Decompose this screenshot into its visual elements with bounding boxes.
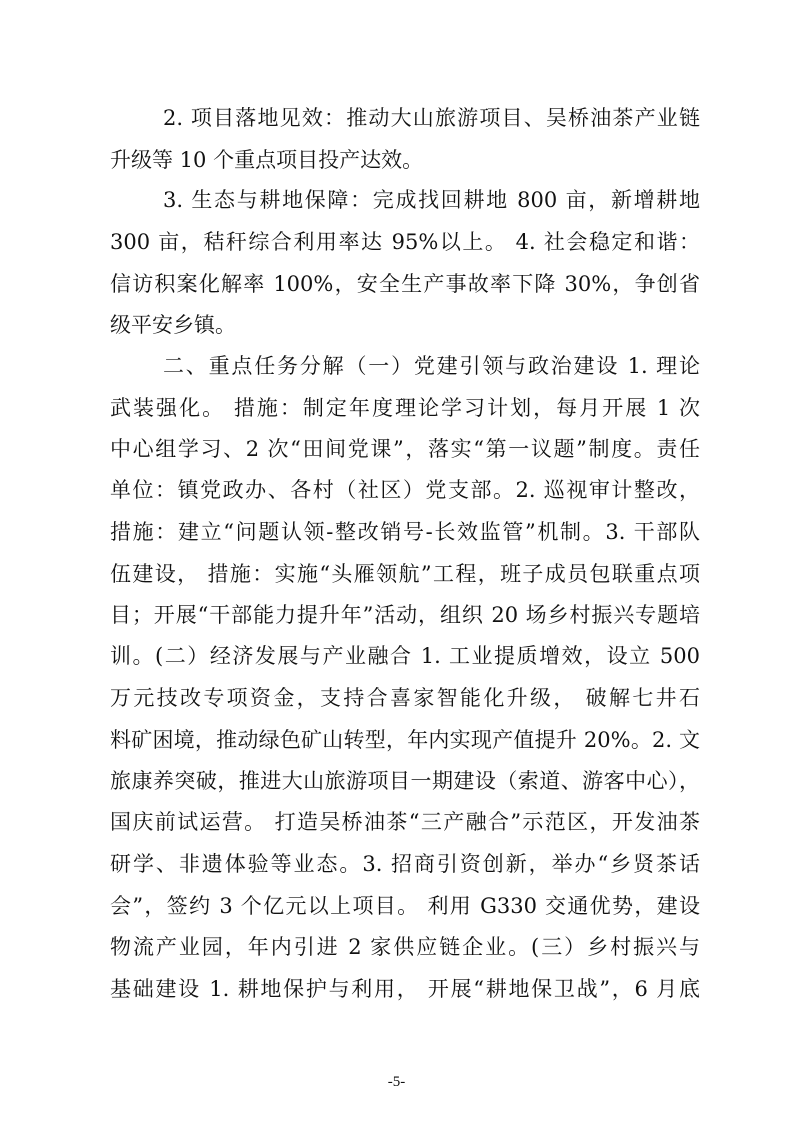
text-line: 万元技改专项资金，支持合喜家智能化升级， 破解七井石 bbox=[110, 686, 700, 710]
text-line: 训。(二）经济发展与产业融合 1. 工业提质增效，设立 500 bbox=[110, 644, 700, 668]
text-line: 措施：建立“问题认领-整改销号-长效监管”机制。3. 干部队 bbox=[110, 520, 700, 544]
text-line: 升级等 10 个重点项目投产达效。 bbox=[110, 148, 424, 172]
text-line: 中心组学习、2 次“田间党课”，落实“第一议题”制度。责任 bbox=[110, 437, 700, 461]
text-line: 国庆前试运营。 打造吴桥油茶“三产融合”示范区，开发油茶 bbox=[110, 810, 700, 834]
text-line: 3. 生态与耕地保障：完成找回耕地 800 亩，新增耕地 bbox=[163, 188, 700, 212]
text-line: 信访积案化解率 100%，安全生产事故率下降 30%，争创省 bbox=[110, 272, 700, 296]
text-line: 二、重点任务分解（一）党建引领与政治建设 1. 理论 bbox=[163, 354, 700, 378]
text-line: 单位：镇党政办、各村（社区）党支部。2. 巡视审计整改， bbox=[110, 478, 700, 502]
text-line: 级平安乡镇。 bbox=[110, 313, 236, 337]
text-line: 研学、非遗体验等业态。3. 招商引资创新，举办“乡贤茶话 bbox=[110, 852, 700, 876]
text-line: 会”，签约 3 个亿元以上项目。 利用 G330 交通优势，建设 bbox=[110, 894, 700, 918]
text-line: 目；开展“干部能力提升年”活动，组织 20 场乡村振兴专题培 bbox=[110, 603, 700, 627]
text-line: 料矿困境，推动绿色矿山转型，年内实现产值提升 20%。2. 文 bbox=[110, 728, 700, 752]
text-line: 物流产业园，年内引进 2 家供应链企业。(三）乡村振兴与 bbox=[110, 935, 700, 959]
text-line: 2. 项目落地见效：推动大山旅游项目、吴桥油茶产业链 bbox=[163, 106, 700, 130]
text-line: 基础建设 1. 耕地保护与利用， 开展“耕地保卫战”，6 月底 bbox=[110, 977, 700, 1001]
text-line: 旅康养突破，推进大山旅游项目一期建设（索道、游客中心）， bbox=[110, 769, 700, 793]
text-line: 300 亩，秸秆综合利用率达 95%以上。 4. 社会稳定和谐： bbox=[110, 230, 700, 254]
text-line: 武装强化。 措施：制定年度理论学习计划，每月开展 1 次 bbox=[110, 396, 700, 420]
text-line: 伍建设， 措施：实施“头雁领航”工程，班子成员包联重点项 bbox=[110, 562, 700, 586]
page-number: -5- bbox=[387, 1074, 406, 1090]
